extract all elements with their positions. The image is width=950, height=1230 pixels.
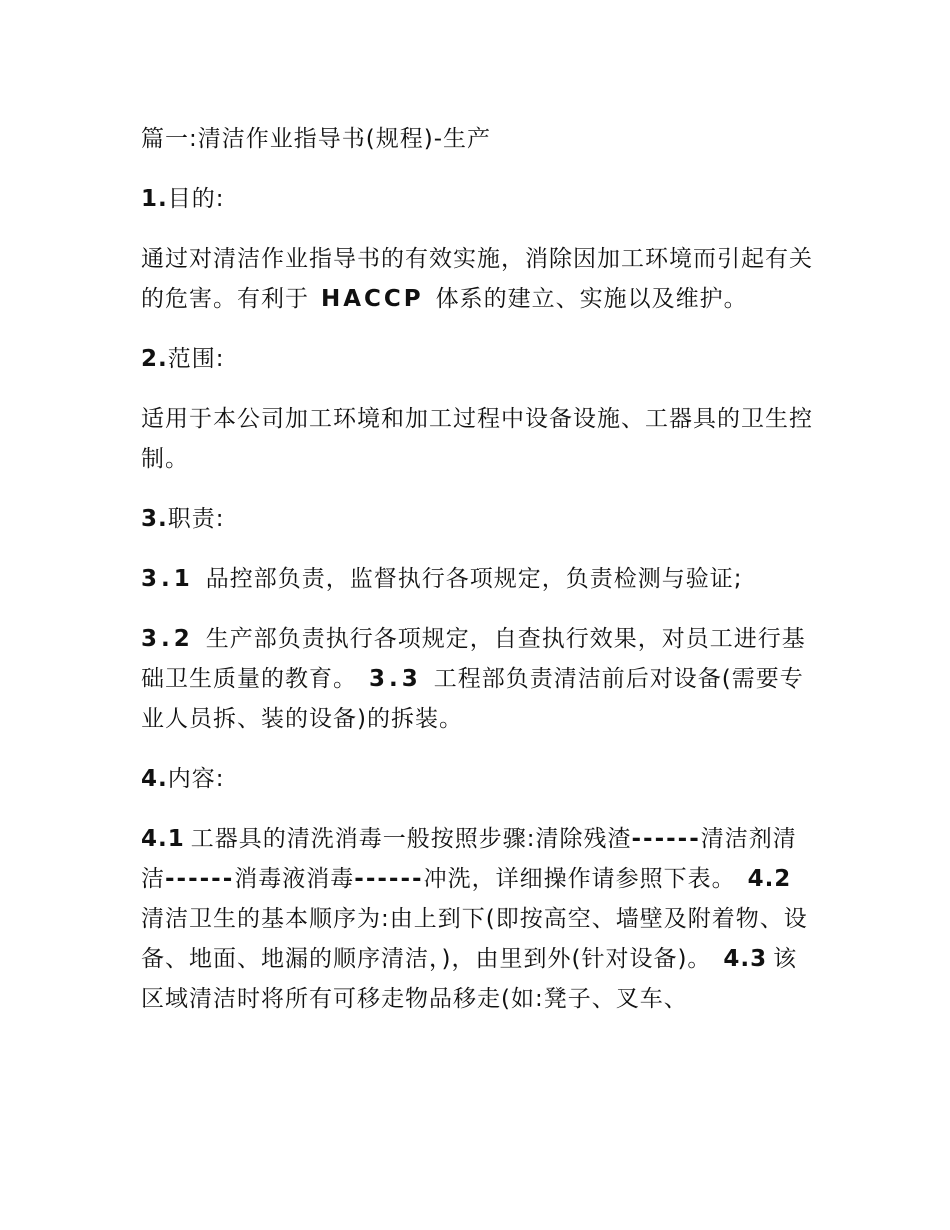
- body-text: 通过对清洁作业指导书的有效实施，消除因加工环境而引起有关的危害。有利于: [141, 246, 813, 312]
- item-text: 清洁剂清洁: [141, 826, 797, 892]
- item-3-1: [141, 559, 821, 599]
- item-number: 3.1: [141, 566, 194, 592]
- item-text: 工程部负责清洁前后对设备(需要专业人员拆、装的设备)的拆装。: [141, 666, 804, 732]
- item-text: 冲洗，详细操作请参照下表。: [423, 866, 736, 892]
- section-1-body: [141, 239, 821, 319]
- section-4-heading: [141, 759, 821, 799]
- item-text: 生产部负责执行各项规定，自查执行效果，对员工进行基础卫生质量的教育。: [141, 626, 806, 692]
- item-3-2-3-3: [141, 619, 821, 739]
- section-number: 2.: [141, 346, 168, 372]
- section-3-heading: [141, 499, 821, 539]
- section-label: 范围:: [167, 346, 225, 372]
- section-2-body: 适用于本公司加工环境和加工过程中设备设施、工器具的卫生控制。: [141, 406, 813, 472]
- section-number: 4.: [141, 766, 168, 792]
- dash-separator: ------: [354, 866, 424, 892]
- item-number: 4.3: [723, 946, 768, 972]
- dash-separator: ------: [165, 866, 235, 892]
- section-number: 3.: [141, 506, 168, 532]
- item-text: 该区域清洁时将所有可移走物品移走(如:凳子、叉车、: [141, 946, 798, 1012]
- item-number: 4.1: [141, 826, 185, 852]
- item-number: 3.2: [141, 626, 194, 652]
- item-text: 消毒液消毒: [234, 866, 355, 892]
- section-label: 职责:: [167, 506, 225, 532]
- item-text: 品控部负责，监督执行各项规定，负责检测与验证;: [205, 566, 743, 592]
- body-text: 体系的建立、实施以及维护。: [435, 286, 748, 312]
- item-number: 4.2: [747, 866, 792, 892]
- section-label: 目的:: [167, 186, 225, 212]
- item-number: 3.3: [369, 666, 422, 692]
- section-1-heading: [141, 179, 821, 219]
- section-label: 内容:: [167, 766, 225, 792]
- item-4-x: [141, 819, 821, 1019]
- document-title: 篇一:清洁作业指导书(规程)-生产: [141, 126, 491, 152]
- document-body: [141, 119, 821, 1039]
- section-2-heading: [141, 339, 821, 379]
- haccp-term: HACCP: [321, 286, 424, 312]
- dash-separator: ------: [631, 826, 701, 852]
- section-number: 1.: [141, 186, 168, 212]
- item-text: 工器具的清洗消毒一般按照步骤:清除残渣: [190, 826, 632, 852]
- item-text: 清洁卫生的基本顺序为:由上到下(即按高空、墙壁及附着物、设备、地面、地漏的顺序清洁，)，由里到外(针对设备)。: [141, 906, 808, 972]
